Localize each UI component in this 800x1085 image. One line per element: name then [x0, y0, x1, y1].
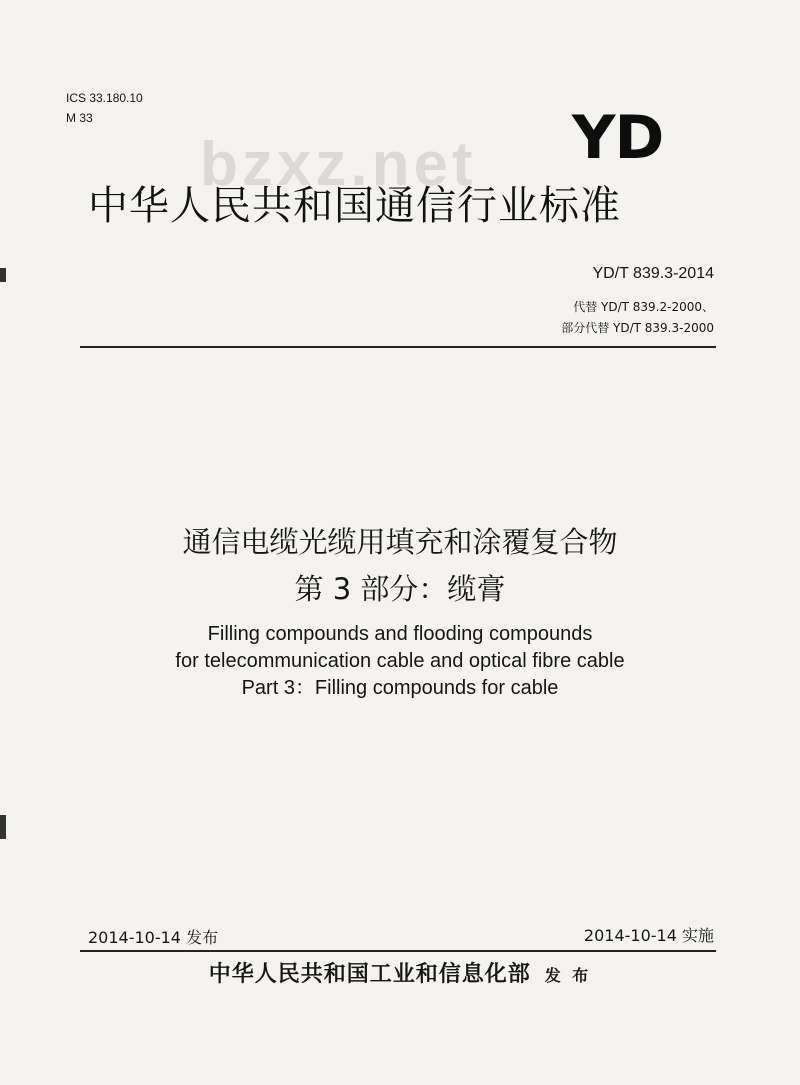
ccs-code: M 33: [66, 111, 93, 125]
subtitle-chinese: 第 3 部分：缆膏: [294, 572, 506, 606]
partially-replaces-note: 部分代替 YD/T 839.3-2000: [561, 321, 714, 335]
standard-category-title: 中华人民共和国通信行业标准: [88, 183, 621, 229]
yd-logo: YD: [572, 103, 664, 173]
issue-date: 2014-10-14 发布: [88, 928, 219, 947]
header-divider: [80, 346, 716, 348]
issuer-row: [0, 964, 800, 986]
watermark: bzxz.net: [200, 130, 477, 199]
implementation-date: 2014-10-14 实施: [583, 926, 714, 945]
standard-number: YD/T 839.3-2014: [592, 265, 714, 282]
issuer-suffix: 发 布: [544, 966, 592, 985]
title-english-line-1: Filling compounds and flooding compounds: [207, 623, 593, 645]
scan-edge-mark: [0, 268, 6, 282]
footer-divider: [80, 950, 716, 952]
title-chinese: 通信电缆光缆用填充和涂覆复合物: [182, 525, 618, 559]
scan-edge-mark: [0, 815, 6, 839]
replaces-note: 代替 YD/T 839.2-2000、: [573, 300, 714, 314]
ics-code: ICS 33.180.10: [66, 91, 143, 105]
title-english-line-3: Part 3：Filling compounds for cable: [241, 677, 559, 699]
title-english-line-2: for telecommunication cable and optical fibre cable: [175, 650, 625, 672]
issuer-name: 中华人民共和国工业和信息化部: [208, 962, 531, 987]
